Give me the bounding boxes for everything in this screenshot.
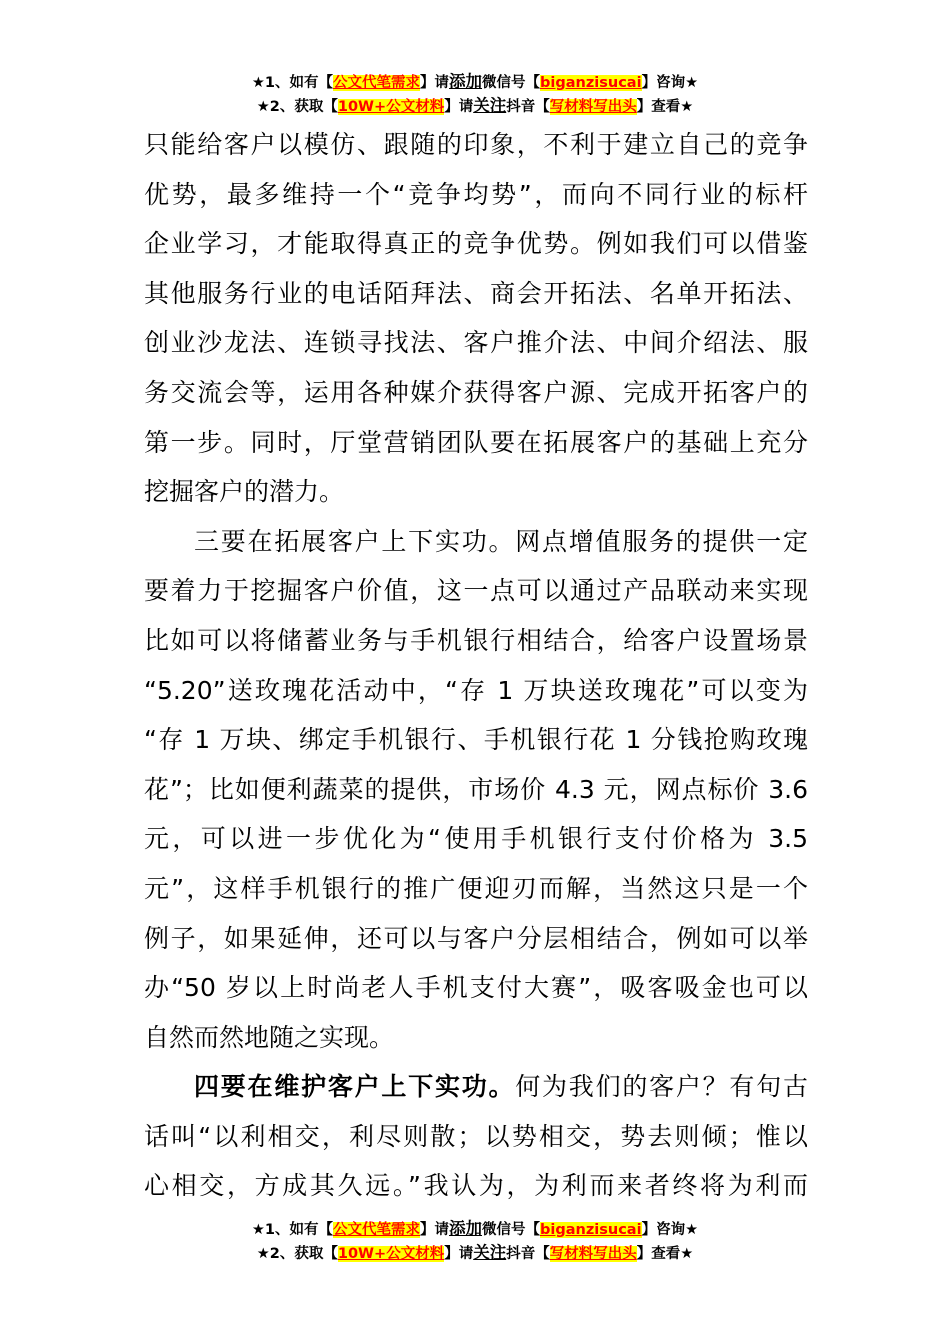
body-line: 要着力于挖掘客户价值，这一点可以通过产品联动来实现 (144, 576, 808, 606)
body-line (144, 1062, 808, 1112)
promo-text: 抖音【 (506, 1246, 550, 1262)
promo-text: 】咨询★ (641, 75, 699, 91)
promo-emphasis: 添加 (449, 1219, 483, 1238)
promo-text: 】请 (444, 1246, 474, 1262)
promo-text: 抖音【 (506, 99, 550, 115)
promo-highlight: 公文代笔需求 (333, 1222, 421, 1238)
promo-text: 】咨询★ (641, 1222, 699, 1238)
body-line: “存 1 万块、绑定手机银行、手机银行花 1 分钱抢购玫瑰 (144, 725, 808, 755)
promo-line-1 (0, 1217, 950, 1241)
body-line: 自然而然地随之实现。 (144, 1022, 395, 1052)
body-line: 办“50 岁以上时尚老人手机支付大赛”，吸客吸金也可以 (144, 973, 808, 1003)
promo-text: ★1、如有【 (251, 1222, 334, 1238)
body-line: 例子，如果延伸，还可以与客户分层相结合，例如可以举 (144, 923, 808, 953)
promo-text: 微信号【 (482, 75, 541, 91)
promo-text: 】查看★ (636, 1246, 694, 1262)
promo-highlight: 10W+公文材料 (337, 1246, 445, 1262)
body-line: 元，可以进一步优化为“使用手机银行支付价格为 3.5 (144, 824, 808, 854)
header-promo-banner (0, 70, 950, 118)
promo-text: 】请 (420, 1222, 450, 1238)
body-line: “5.20”送玫瑰花活动中，“存 1 万块送玫瑰花”可以变为 (144, 675, 808, 705)
promo-text: 微信号【 (482, 1222, 541, 1238)
promo-line-2 (0, 94, 950, 118)
body-line: 比如可以将储蓄业务与手机银行相结合，给客户设置场景 (144, 625, 808, 655)
body-line: 企业学习，才能取得真正的竞争优势。例如我们可以借鉴 (144, 229, 808, 259)
document-body (144, 120, 808, 1211)
promo-highlight: 公文代笔需求 (333, 75, 421, 91)
promo-wechat-id: biganzisucai (540, 1222, 642, 1238)
promo-line-1 (0, 70, 950, 94)
body-line: 其他服务行业的电话陌拜法、商会开拓法、名单开拓法、 (144, 278, 808, 308)
body-line: 创业沙龙法、连锁寻找法、客户推介法、中间介绍法、服 (144, 328, 808, 358)
section-heading: 四要在维护客户上下实功。 (194, 1072, 516, 1102)
body-text: 何为我们的客户？有句古 (515, 1072, 808, 1102)
body-line: 话叫“以利相交，利尽则散；以势相交，势去则倾；惟以 (144, 1121, 808, 1151)
body-line: 三要在拓展客户上下实功。网点增值服务的提供一定 (194, 526, 808, 556)
footer-promo-banner (0, 1217, 950, 1265)
promo-emphasis: 关注 (473, 1243, 507, 1262)
promo-douyin-id: 写材料写出头 (549, 99, 637, 115)
promo-wechat-id: biganzisucai (540, 75, 642, 91)
body-line: 务交流会等，运用各种媒介获得客户源、完成开拓客户的 (144, 377, 808, 407)
promo-text: ★1、如有【 (251, 75, 334, 91)
promo-highlight: 10W+公文材料 (337, 99, 445, 115)
body-line: 第一步。同时，厅堂营销团队要在拓展客户的基础上充分 (144, 427, 808, 457)
promo-text: ★2、获取【 (256, 1246, 338, 1262)
promo-emphasis: 添加 (449, 72, 483, 91)
promo-text: 】请 (420, 75, 450, 91)
body-line: 只能给客户以模仿、跟随的印象，不利于建立自己的竞争 (144, 130, 808, 159)
promo-emphasis: 关注 (473, 96, 507, 115)
body-line: 优势，最多维持一个“竞争均势”，而向不同行业的标杆 (144, 179, 808, 209)
promo-douyin-id: 写材料写出头 (549, 1246, 637, 1262)
promo-line-2 (0, 1241, 950, 1265)
body-line: 元”，这样手机银行的推广便迎刃而解，当然这只是一个 (144, 873, 808, 903)
promo-text: 】查看★ (636, 99, 694, 115)
body-line: 花”；比如便利蔬菜的提供，市场价 4.3 元，网点标价 3.6 (144, 774, 808, 804)
body-line: 心相交，方成其久远。”我认为，为利而来者终将为利而 (144, 1171, 808, 1201)
promo-text: ★2、获取【 (256, 99, 338, 115)
body-line: 挖掘客户的潜力。 (144, 477, 345, 507)
promo-text: 】请 (444, 99, 474, 115)
